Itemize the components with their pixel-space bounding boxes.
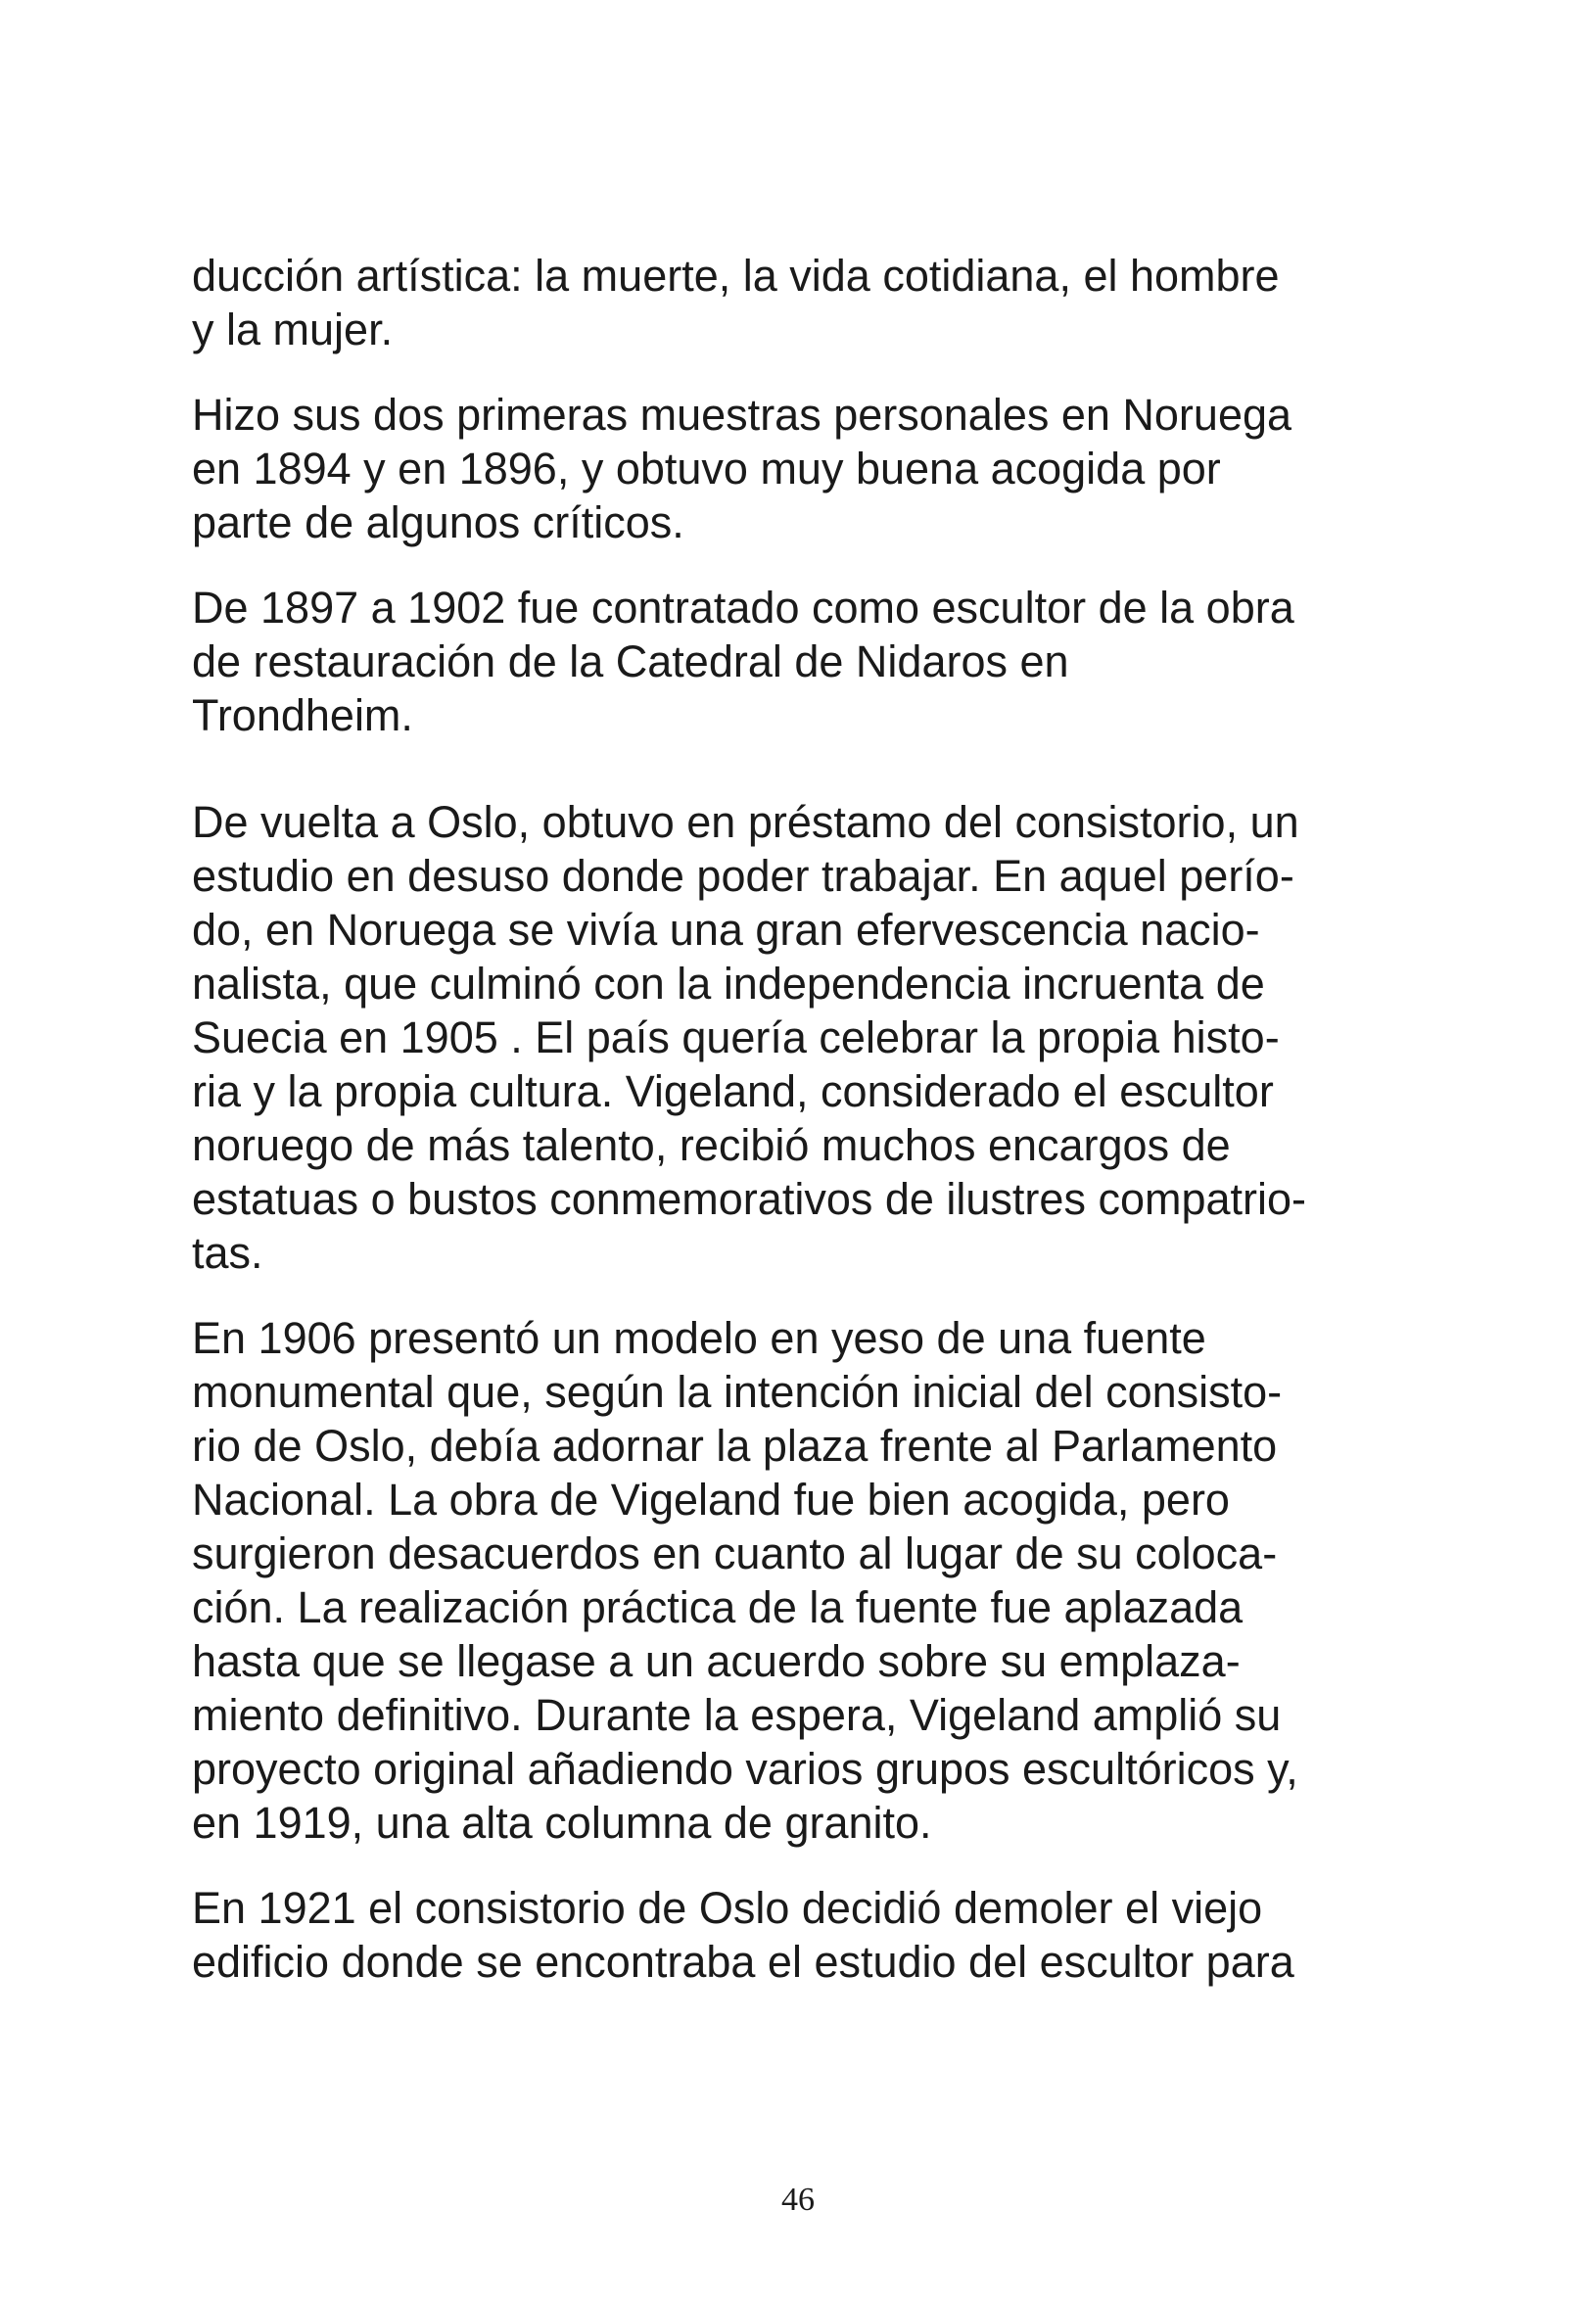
text-line: parte de algunos críticos. — [192, 497, 684, 547]
text-line: y la mujer. — [192, 305, 394, 354]
text-line: de restauración de la Catedral de Nidaros en — [192, 636, 1069, 686]
paragraph-4 — [192, 795, 1347, 1280]
text-line: do, en Noruega se vivía una gran efervescencia nacio- — [192, 905, 1260, 955]
text-line: De vuelta a Oslo, obtuvo en préstamo del consistorio, un — [192, 797, 1299, 847]
text-line: Suecia en 1905 . El país quería celebrar la propia histo- — [192, 1012, 1280, 1062]
body-text — [192, 249, 1347, 1989]
text-line: Nacional. La obra de Vigeland fue bien acogida, pero — [192, 1475, 1230, 1525]
text-line: En 1921 el consistorio de Oslo decidió demoler el viejo — [192, 1883, 1263, 1933]
text-line: ción. La realización práctica de la fuente fue aplazada — [192, 1582, 1244, 1632]
paragraph-3 — [192, 581, 1347, 742]
text-line: En 1906 presentó un modelo en yeso de una fuente — [192, 1313, 1206, 1363]
paragraph-2 — [192, 388, 1347, 549]
text-line: en 1894 y en 1896, y obtuvo muy buena acogida por — [192, 444, 1221, 494]
paragraph-6 — [192, 1881, 1347, 1989]
text-line: surgieron desacuerdos en cuanto al lugar de su coloca- — [192, 1528, 1278, 1578]
paragraph-1 — [192, 249, 1347, 356]
paragraph-5 — [192, 1311, 1347, 1850]
text-line: nalista, que culminó con la independencia incruenta de — [192, 959, 1265, 1009]
text-line: ria y la propia cultura. Vigeland, considerado el escultor — [192, 1066, 1274, 1116]
text-line: proyecto original añadiendo varios grupos escultóricos y, — [192, 1744, 1298, 1794]
text-line: tas. — [192, 1228, 263, 1278]
text-line: Hizo sus dos primeras muestras personales en Noruega — [192, 390, 1292, 440]
text-line: estudio en desuso donde poder trabajar. En aquel perío- — [192, 851, 1294, 901]
text-line: rio de Oslo, debía adornar la plaza frente al Parlamento — [192, 1421, 1278, 1471]
page-number: 46 — [781, 2182, 815, 2218]
text-line: hasta que se llegase a un acuerdo sobre su emplaza- — [192, 1636, 1241, 1686]
text-line: estatuas o bustos conmemorativos de ilustres compatrio- — [192, 1174, 1307, 1224]
text-line: ducción artística: la muerte, la vida cotidiana, el hombre — [192, 251, 1280, 301]
text-line: monumental que, según la intención inicial del consisto- — [192, 1367, 1283, 1417]
text-line: edificio donde se encontraba el estudio del escultor para — [192, 1937, 1294, 1987]
text-line: Trondheim. — [192, 690, 413, 740]
text-line: en 1919, una alta columna de granito. — [192, 1798, 932, 1848]
text-line: De 1897 a 1902 fue contratado como escultor de la obra — [192, 583, 1294, 633]
text-line: miento definitivo. Durante la espera, Vigeland amplió su — [192, 1690, 1282, 1740]
text-line: noruego de más talento, recibió muchos encargos de — [192, 1120, 1231, 1170]
